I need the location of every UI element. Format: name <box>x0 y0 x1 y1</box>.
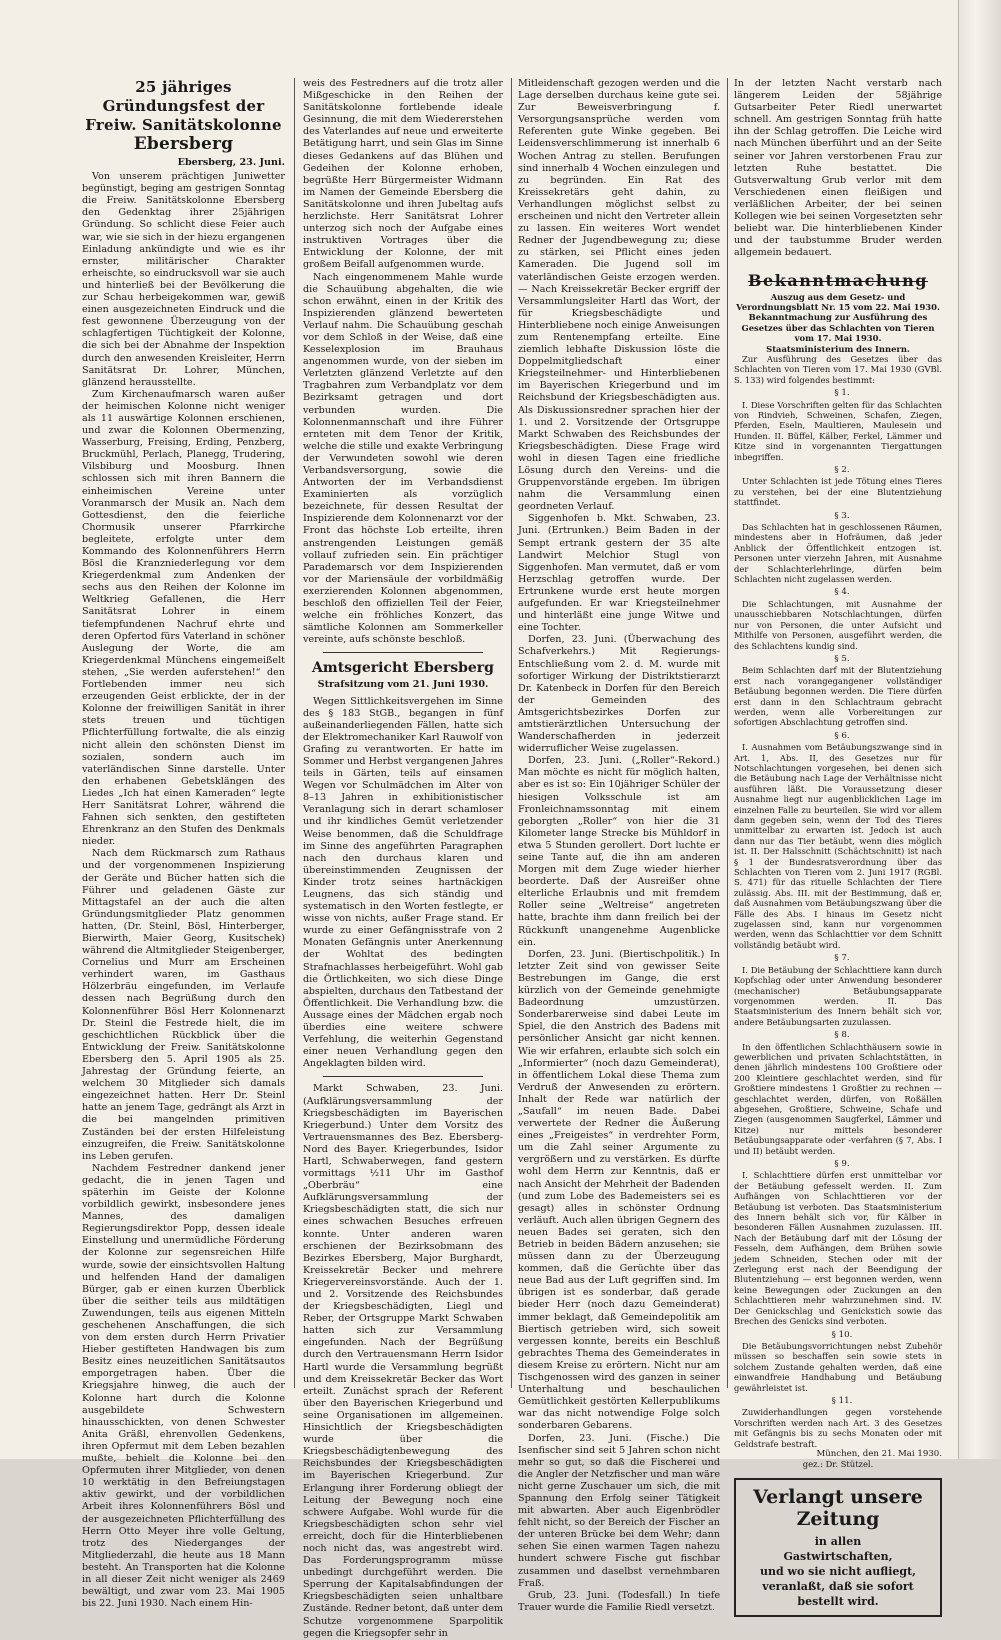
headline-line: Ebersberg <box>133 134 234 154</box>
article-paragraph: Grub, 23. Juni. (Todesfall.) In tiefe Trauer wurde die Familie Riedl versetzt. <box>518 1589 720 1613</box>
ad-line: und wo sie nicht aufliegt, <box>759 1564 917 1578</box>
section-text: Beim Schlachten darf mit der Blutentziehung erst nach vorangegangener vollständiger Betäubung begonnen werden. Die Tiere dürfen erst dann in den Schlachtraum gebracht werden, wenn alle Vorbereitungen zur sofortigen Abschlachtung getroffen sind. <box>734 665 942 728</box>
signature-name: gez.: Dr. Stützel. <box>802 1459 874 1470</box>
article-paragraph: Nach dem Rückmarsch zum Rathaus und der vorgenommenen Inspizierung der Geräte und Bücher hatten sich die Führer und geladenen Gäste zur Mittagstafel an der auch die alten Gründungsmitglieder Platz genommen hatten, (Dr. Steinl, Bösl, Hinterberger, Bierwirth, Maier Georg, Kusitschek) während die Altmitglieder Steigenberger, Cornelius und Murr am Erscheinen verhindert waren, im Gasthaus Hölzerbräu eingefunden, im Verlaufe dessen nach Begrüßung durch den Kolonnenführer Bösl Herr Kolonnenarzt Dr. Steinl die Festrede hielt, die im geschichtlichen Rückblick über die Entwicklung der Freiw. Sanitätskolonne Ebersberg den 5. April 1905 als 25. Jahrestag der Gründung feierte, an welchem 30 Mitglieder sich damals eingezeichnet hatten. Herr Dr. Steinl hatte an jenem Tage, gedrängt als Arzt in die bei mangelnden primitiven Zuständen bei der ersten Hilfeleistung einzugreifen, die Freiw. Sanitätskolonne ins Leben gerufen. <box>82 848 285 1162</box>
headline-line: Freiw. Sanitätskolonne <box>85 116 282 134</box>
announcement-subtitle: Bekanntmachung zur Ausführung des Gesetzes über das Schlachten von Tieren vom 17. Mai 1930. <box>741 312 935 344</box>
announcement-body <box>734 292 942 1470</box>
section-text: I. Diese Vorschriften gelten für das Schlachten von Rindvieh, Schweinen, Schafen, Ziegen, Pferden, Eseln, Maultieren, Maulesein und Hunden. II. Büffel, Kälber, Ferkel, Lämmer und Kitze sind in vorgenannten Tiergattungen inbegriffen. <box>734 399 942 462</box>
article-paragraph: Markt Schwaben, 23. Juni. (Aufklärungsversammlung der Kriegsbeschädigten im Bayerischen Kriegerbund.) Unter dem Vorsitz des Vertrauensmannes des Bez. Ebersberg-Nord des Bayer. Kriegerbundes, Isidor Hartl, Schwaberwegen, fand gestern vormittags ½11 Uhr im Gasthof „Oberbräu“ eine Aufklärungsversammlung der Kriegsbeschädigten statt, die sich nur eines schwachen Besuches erfreuen konnte. Unter anderen waren erschienen der Bezirksobmann des Bezirkes Ebersberg, Major Burghardt, Kreissekretär Becker und mehrere Kriegervereinsvorstände. Auch der 1. und 2. Vorsitzende des Reichsbundes der Kriegsbeschädigten, Liegl und Reber, der Ortsgruppe Markt Schwaben hatten sich zur Versammlung eingefunden. Nach der Begrüßung durch den Vertrauensmann Herrn Isidor Hartl wurde die Versammlung begrüßt und dem Kreissekretär Becker das Wort erteilt. Zunächst sprach der Referent über den Bayerischen Kriegerbund und seine Organisationen im allgemeinen. Hinsichtlich der Kriegsbeschädigten wurde über die Kriegsbeschädigtenbewegung des Reichsbundes der Kriegsbeschädigten im Bayerischen Kriegerbund. Zur Erlangung ihrer Forderung obliegt der Leitung der Bewegung noch eine schwere Aufgabe. Wohl wurde für die Kriegsbeschädigten schon sehr viel erreicht, doch für die Hinterbliebenen noch nicht das, was angestrebt wird. Das Forderungsprogramm müsse unbedingt durchgeführt werden. Die Sperrung der Kapitalsabfindungen der Kriegsbeschädigten seien unhaltbare Zustände. Redner betont, daß unter dem Schutze vorgenommene Sparpolitik gegen die Kriegsopfer sehr in <box>303 1083 503 1639</box>
section-number: § 7. <box>834 953 850 964</box>
section-text: Unter Schlachten ist jede Tötung eines Tieres zu verstehen, bei der eine Blutentziehung stattfindet. <box>734 476 942 508</box>
article-paragraph: Nachdem Festredner dankend jener gedacht, die in jenen Tagen und späterhin im Geiste der Kolonne vorbildlich gewirkt, insbesondere jenes Mannes, des damaligen Regierungsdirektor Popp, dessen ideale Einstellung und unermüdliche Förderung der Kolonne zur segensreichen Hilfe wurde, sowie der einsichtsvollen Haltung und helfenden Hand der damaligen Bürger, gab er einen kurzen Überblick über die seither teils aus mildtätigen Zuwendungen, teils aus eigenen Mitteln geschehenen Anschaffungen, die sich von dem ersten durch Herrn Privatier Hieber gestifteten Handwagen bis zum Besitz eines neuzeitlichen Sanitätsautos emporgetragen haben. Über die Kriegsjahre hinweg, die auch der Kolonne hart durch die Kolonne ausgebildete Schwestern hinausschickten, von denen Schwester Anita Gräßl, ehrenvollen Gedenkens, ihren Opfermut mit dem Leben bezahlen mußte, behielt die Kolonne bei den Opfermuten ihrer Mitglieder, von denen 10 werktätig in den Befreiungstagen aktiv gewirkt, und der vorbildlichen Arbeit ihres Kolonnenführers Bösl und der ausgezeichneten Pflichterfüllung des Herrn Otto Meyer ihre volle Geltung, trotz des Niederganges der Mitgliederzahl, die heute aus 18 Mann besteht. An Transporten hat die Kolonne in all dieser Zeit nicht weniger als 2469 bewältigt, und zwar vom 23. Mai 1905 bis 22. Juni 1930. Nach einem Hin- <box>82 1162 285 1610</box>
column-rule <box>727 78 728 1388</box>
ad-line: Gastwirtschaften, <box>783 1549 893 1563</box>
ad-line: veranlaßt, daß sie sofort bestellt wird. <box>762 1579 914 1608</box>
article-paragraph: In der letzten Nacht verstarb nach längerem Leiden der 58jährige Gutsarbeiter Peter Riedl unerwartet schnell. Am gestrigen Sonntag früh hatte ihn der Schlag getroffen. Die Leiche wird nach München überführt und an der Seite seiner vor Jahren verstorbenen Frau zur letzten Ruhe bestattet. Die Gutsverwaltung Grub verlor mit dem Verschiedenen einen fleißigen und verläßlichen Arbeiter, der bei seinen Kollegen wie bei seinen Vorgesetzten sehr beliebt war. Die hinterbliebenen Kinder und der taubstumme Bruder werden allgemein bedauert. <box>734 78 942 259</box>
column-4 <box>734 78 942 1608</box>
section-number: § 4. <box>834 587 850 598</box>
article-paragraph: weis des Festredners auf die trotz aller Mißgeschicke in den Reihen der Sanitätskolonne fortlebende ideale Gesinnung, die mit dem Wiedererstehen des Vaterlandes auf neue und erweiterte Betätigung harrt, und sein Glas im Sinne dieses Gedankens auf das Blühen und Gedeihen der Kolonne erhoben, begrüßte Herr Bürgermeister Widmann im Namen der Gemeinde Ebersberg die Sanitätskolonne und ihren Jubeltag aufs herzlichste. Herr Sanitätsrat Lohrer unterzog sich noch der Aufgabe eines instruktiven Vortrages über die Entwicklung der Kolonne, der mit großem Beifall aufgenommen wurde. <box>303 78 503 271</box>
section-text: Zuwiderhandlungen gegen vorstehende Vorschriften werden nach Art. 3 des Gesetzes mit Gefängnis bis zu sechs Monaten oder mit Geldstrafe bestraft. <box>734 1407 942 1449</box>
announcement-authority: Staatsministerium des Innern. <box>766 343 910 354</box>
adjacent-page-edge <box>958 0 1001 1459</box>
section-headline: Amtsgericht Ebersberg <box>312 660 494 677</box>
section-text: In den öffentlichen Schlachthäusern sowie in gewerblichen und privaten Schlachtstätten, in denen jährlich mindestens 100 Großtiere oder 200 Kleintiere geschlachtet werden, sind für Großtiere mindestens 1 Großtier zu rechnen — geschlachtet werden, dürfen, von Roßällen abgesehen, Großtiere, Schweine, Schafe und Ziegen (ausgenommen Saugferkel, Lämmer und Kitze) nur mittels besonderer Betäubungsapparate oder -verfahren (§ 7, Abs. I und II) betäubt werden. <box>734 1041 942 1156</box>
article-paragraph: Dorfen, 23. Juni. (Fische.) Die Isenfischer sind seit 5 Jahren schon nicht mehr so gut, so daß die Fischerei und die Angler der Netzfischer und man wäre nicht gerne Zuschauer um sich, die mit Spannung den Erfolg seiner Tätigkeit mit abwarten. Aber auch Eigenbrödler fehlt nicht, so der Bereich der Fischer an der unteren Brücke bei dem Wehr; dann sehen Sie einen warmen Tagen nahezu hundert schwere Fische gut fischbar zusammen und daselbst vernehmbaren Fraß. <box>518 1432 720 1589</box>
section-text: I. Schlachttiere dürfen erst unmittelbar vor der Betäubung gefesselt werden. II. Zum Aufhängen von Schlachttieren vor der Betäubung ist verboten. Das Staatsministerium des Innern behält sich vor, für Kälber in besonderen Fällen Ausnahmen zuzulassen. III. Nach der Betäubung darf mit der Lösung der Fesseln, dem Aufhängen, dem Brühen sowie jedem Schneiden, Stechen oder mit der Zerlegung erst nach der Beendigung der Blutentziehung — erst begonnen werden, wenn keine Bewegungen oder Zuckungen an den Schlachttieren mehr wahrzunehmen sind. IV. Der Genickschlag und Genickstich sowie das Brechen des Genicks sind verboten. <box>734 1170 942 1327</box>
section-divider <box>323 652 483 653</box>
ad-headline: Verlangt unsere Zeitung <box>753 1485 923 1530</box>
article-paragraph: Wegen Sittlichkeitsvergehen im Sinne des § 183 StGB., begangen in fünf außeinanderliegenden Fällen, hatte sich der Elektromechaniker Karl Rauwolf von Grafing zu verantworten. Er hatte im Sommer und Herbst vergangenen Jahres teils in Gärten, teils auf einsamen Wegen vor Schulmädchen im Alter von 8–13 Jahren in exhibitionistischer Veranlagung sich in derart schamloser und ihr kindliches Gemüt verletzender Weise benommen, daß die Schuldfrage im Sinne des angeführten Paragraphen nach den durchaus klaren und übereinstimmenden Zeugnissen der Kinder trotz seines hartnäckigen Leugnens, das sich ständig und systematisch in den Worten festlegte, er wisse von nichts, außer Frage stand. Er wurde zu einer Gefängnisstrafe von 2 Monaten Gefängnis unter Anerkennung der Wohltat des bedingten Strafnachlasses herbeigeführt. Wohl gab die Örtlichkeiten, wo sich diese Dinge abspielten, durchaus den Tatbestand der Öffentlichkeit. Die Verhandlung bzw. die Aussage eines der Mädchen ergab noch überdies eine weitere schwere Verfehlung, die weiterhin Gegenstand einer neuen Verhandlung gegen den Angeklagten bilden wird. <box>303 695 503 1070</box>
subscription-ad <box>734 1478 942 1617</box>
column-2 <box>303 78 503 1639</box>
page-body <box>82 78 944 1639</box>
section-divider <box>323 1076 483 1077</box>
section-subheadline: Strafsitzung vom 21. Juni 1930. <box>317 679 489 691</box>
section-number: § 1. <box>834 388 850 399</box>
column-3 <box>518 78 720 1613</box>
section-text: Die Schlachtungen, mit Ausnahme der unausschiebbaren Notschlachtungen, dürfen nur von Personen, die unter Aufsicht und Mithilfe von Personen, ausgeführt werden, die des Schlachtens kundig sind. <box>734 598 942 651</box>
announcement-subtitle: Auszug aus dem Gesetz- und Verordnungsblatt Nr. 15 vom 22. Mai 1930. <box>736 291 940 312</box>
article-paragraph: Dorfen, 23. Juni. (Überwachung des Schafverkehrs.) Mit Regierungs-Entschließung vom 2. d. M. wurde mit sofortiger Wirkung der Distriktstierarzt Dr. Katenbeck in Dorfen für den Bereich der Gemeinden des Amtsgerichtsbezirkes Dorfen zur amtstierärztlichen Untersuchung der Wanderschafherden in jederzeit widerruflicher Weise zugelassen. <box>518 634 720 755</box>
section-number: § 10. <box>831 1329 853 1340</box>
section-number: § 6. <box>834 730 850 741</box>
announcement-title: Bekanntmachung <box>748 271 928 291</box>
section-number: § 2. <box>834 465 850 475</box>
section-text: I. Die Betäubung der Schlachttiere kann durch Kopfschlag oder unter Anwendung besonderer (mechanischer) Betäubungsapparate vorgenommen werden. II. Das Staatsministerium des Innern behält sich vor, andere Betäubungsarten zuzulassen. <box>734 964 942 1027</box>
article-paragraph: Dorfen, 23. Juni. („Roller“-Rekord.) Man möchte es nicht für möglich halten, aber es ist so: Ein 10jähriger Schüler der hiesigen Volksschule ist am Fronleichnamssonntag mit einem geborgten „Roller“ von hier die 31 Kilometer lange Strecke bis Mühldorf in etwa 5 Stunden gerollert. Dort luchte er seine Tante auf, die ihn am anderen Morgen mit dem Zuge wieder hierher beorderte. Daß der Ausreißer ohne elterliche Erlaubnis und mit fremdem Roller seine „Weltreise“ angetreten hatte, brachte ihm dann freilich bei der Rückkunft unangenehme Augenblicke ein. <box>518 755 720 948</box>
article-paragraph: Siggenhofen b. Mkt. Schwaben, 23. Juni. (Ertrunken.) Beim Baden in der Sempt ertrank gestern der 35 alte Landwirt Melchior Stugl von Siggenhofen. Man vermutet, daß er vom Herzschlag getroffen wurde. Der Ertrunkene wurde erst heute morgen aufgefunden. Er war Kriegsteilnehmer und hinterläßt eine junge Witwe und eine Tochter. <box>518 513 720 634</box>
article-paragraph: Mitleidenschaft gezogen werden und die Lage derselben durchaus keine gute sei. Zur Beweisverbringung f. Versorgungsansprüche werden vom Referenten gute Winke gegeben. Bei Leidensverschlimmerung ist innerhalb 6 Wochen Antrag zu stellen. Berufungen sind innerhalb 4 Wochen einzulegen und zu begründen. Ein Rat des Kreissekretärs geht dahin, zu Verhandlungen möglichst selbst zu erscheinen und nicht den Vertreter allein zu lassen. Ein weiteres Wort wendet Redner der Jugendbewegung zu; diese zu stärken, sei Pflicht eines jeden Kameraden. Die Jugend soll im vaterländischen Geiste erzogen werden. — Nach Kreissekretär Becker ergriff der Versammlungsleiter Hartl das Wort, der für Kriegsbeschädigte und Hinterbliebene noch einige Anweisungen zum Rentenempfang erteilte. Eine ziemlich lebhafte Diskussion löste die Doppelmitgliedschaft einer Kriegsteilnehmer- und Hinterbliebenen im Bayerischen Kriegerbund und im Reichsbund der Kriegsbeschädigten aus. Als Diskussionsredner sprachen hier der 1. und 2. Vorsitzende der Ortsgruppe Markt Schwaben des Reichsbundes der Kriegsbeschädigten. Diese Frage wird wohl in diesen Tagen eine friedliche Lösung durch den Vereins- und die Gruppenvorstände ergeben. Im übrigen nahm die Versammlung einen geordneten Verlauf. <box>518 78 720 513</box>
section-text: Das Schlachten hat in geschlossenen Räumen, mindestens aber in Hofräumen, daß jeder Anblick der Öffentlichkeit entzogen ist. Personen unter vierzehn Jahren, mit Ausnahme der Schlachterlehrlinge, dürfen beim Schlachten nicht zugelassen werden. <box>734 522 942 585</box>
section-number: § 5. <box>834 653 850 664</box>
section-number: § 3. <box>834 510 850 521</box>
announcement-intro: Zur Ausführung des Gesetzes über das Schlachten von Tieren vom 17. Mai 1930 (GVBl. S. 133) wird folgendes bestimmt: <box>734 353 942 385</box>
article-paragraph: Von unserem prächtigen Juniwetter begünstigt, beging am gestrigen Sonntag die Freiw. Sanitätskolonne Ebersberg den Gedenktag ihrer 25jährigen Gründung. So schlicht diese Feier auch war, wie sie sich in der hiezu ergangenen Einladung ankündigte und wie es ihr ernster, militärischer Charakter erheischte, so eindrucksvoll war sie auch und hinterließ bei der Bevölkerung die zur Schau herbeigekommen war, gewiß einen ausgezeichneten Eindruck und die fest gewonnene Überzeugung von der schlagfertigen Tüchtigkeit der Kolonne, die sich bei der Abnahme der Inspektion durch den anwesenden Kreisleiter, Herrn Sanitätsrat Dr. Lohrer, München, glänzend herausstellte. <box>82 171 285 388</box>
ad-line: in allen <box>814 1534 862 1548</box>
article-paragraph: Dorfen, 23. Juni. (Biertischpolitik.) In letzter Zeit sind von gewisser Seite Bestrebungen im Gange, die erst kürzlich von der Gemeinde genehmigte Badeordnung umzustürzen. Sonderbarerweise sind dabei Leute im Spiel, die den Anstrich des Badens mit persönlicher Ansicht gar nicht kennen. Wie wir erfahren, erlaubte sich solch ein „Informierter“ (noch dazu Gemeinderat), in öffentlichem Lokal diese Thema zum Verdruß der Anwesenden zu erörtern. Inhalt der Rede war natürlich der „Saufall“ im neuen Bade. Dabei verwertete der Redner die Äußerung eines „Freigeistes“ in verdrehter Form, um die Zahl seiner Argumente zu vergrößern und zu verstärken. Es dürfte wohl dem Herrn zur Kenntnis, daß er nach Ansicht der Mehrheit der Badenden (und zum Lobe des Bademeisters sei es gesagt) alles in schönster Ordnung verläuft. Auch allen übrigen Gegnern des neuen Bades sei geraten, sich den Betrieb in beiden Bädern anzusehen; sie müssen dann zu der Überzeugung kommen, daß die Gerüchte über das neue Bad aus der Luft gegriffen sind. Im übrigen ist es sonderbar, daß gerade bieder Herr (noch dazu Gemeinderat) immer beklagt, daß Gemeindepolitik am Biertisch getrieben wird, sich soweit vergessen konnte, bereits ein Beschluß gebrachtes Thema des Gemeinderates in diesem Kreise zu erörtern. Nicht nur am Tischgenossen wird des ganzen in seiner Unterhaltung und beschaulichen Gemütlichkeit gestörten Kellerpublikums war das nicht notwendige Folge solch sonderbaren Gebarens. <box>518 948 720 1432</box>
dateline: Ebersberg, 23. Juni. <box>177 157 285 168</box>
section-number: § 8. <box>834 1030 850 1041</box>
column-rule <box>511 78 512 1388</box>
section-text: Die Betäubungsvorrichtungen nebst Zubehör müssen so beschaffen sein sowie stets in solchem Zustande gehalten werden, daß eine einwandfreie Handhabung und Betäubung gewährleistet ist. <box>734 1340 942 1393</box>
column-1 <box>82 78 285 1610</box>
article-headline <box>82 78 285 154</box>
signature-place-date: München, den 21. Mai 1930. <box>816 1448 942 1459</box>
headline-line: 25 jähriges Gründungsfest der <box>102 78 265 115</box>
section-number: § 9. <box>834 1159 850 1169</box>
column-rule <box>294 78 295 1388</box>
article-paragraph: Nach eingenommenem Mahle wurde die Schauübung abgehalten, die wie schon erwähnt, einen in der Kritik des Inspizierenden glänzend bewerteten Verlauf nahm. Die Schauübung geschah vor dem Schloß in der Weise, daß eine Kesselexplosion im Brauhaus angenommen wurde, von der sieben im Verletzten glänzend Verletzte auf den Tragbahren zum Verbandplatz vor dem Bezirksamt getragen und dort verbunden wurden. Die Kolonnenmannschaft und ihre Führer ernteten mit dem Tenor der Kritik, welche die stille und exakte Verbringung der Verwundeten sowohl wie deren Verbandsversorgung, sowie die Antworten der im Verbandsdienst Examinierten als vorzüglich bezeichnete, für dessen Resultat der Inspizierende dem Kolonnenarzt vor der Front das höchste Lob erteilte, ihren anstrengenden Leistungen gemäß vollauf zufrieden sein. Ein prächtiger Parademarsch vor dem Inspizierenden vor der Mariensäule der vorbildmäßig exerzierenden Kolonnen abgenommen, beschloß den offiziellen Teil der Feier, welche ein fröhliches Konzert, das sämtliche Kolonnen am Sommerkeller vereinte, aufs schönste beschloß. <box>303 271 503 646</box>
section-text: I. Ausnahmen vom Betäubungszwange sind in Art. 1, Abs. II, des Gesetzes nur für Notschlachtungen vorgesehen, bei denen sich die Betäubung nach Lage der Verhältnisse nicht ausführen läßt. Die Voraussetzung dieser Ausnahme liegt nur augenblicklichen Lage im einzelnen Falle zu beurteilen. Sie wird vor allem dann gegeben sein, wenn der Tod des Tieres unmittelbar zu erwarten ist. Jedoch ist auch dann nur das Tier betäubt, wenn dies möglich ist. II. Der Halsschnitt (Schächtschnitt) ist nach § 1 der Bundesratsverordnung über das Schlachten von Tieren vom 2. Juni 1917 (RGBl. S. 471) für das rituelle Schlachten der Tiere zulässig. Abs. III. mit der Bestimmung, daß er, daß Ausnahmen vom Betäubungszwang über die Fälle des Abs. I hinaus im Gesetz nicht zugelassen sind, kann nur vorgenommen werden, wenn das Schlachttier vor dem Schnitt vollständig betäubt wird. <box>734 742 942 950</box>
article-paragraph: Zum Kirchenaufmarsch waren außer der heimischen Kolonne nicht weniger als 11 auswärtige Kolonnen erschienen, und zwar die Kolonnen Obermenzing, Wasserburg, Freising, Erding, Penzberg, Bruckmühl, Perlach, Planegg, Trudering, Vilsbiburg und Moosburg. Ihnen schlossen sich mit ihren Bannern die einheimischen Vereine unter Voranmarsch der Musik an. Nach dem Gottesdienst, den die feierliche Chormusik unserer Pfarrkirche begleitete, erfolgte unter dem Kommando des Kolonnenführers Herrn Bösl die Kranzniederlegung vor dem Kriegerdenkmal zum Andenken der sechs aus den Reihen der Kolonne im Weltkrieg Gefallenen, die Herr Sanitätsrat Lohrer in einem tiefempfundenen Nachruf ehrte und deren Opfertod fürs Vaterland in schöner Auslegung der Worte, die am Kriegerdenkmal Münchens eingemeißelt stehen, „Sie werden auferstehen!“ den Fortlebenden immer neu sich erzeugenden Geist erblickte, der in der Kolonne der freiwilligen Sanität in ihrer stets treuen und tüchtigen Pflichterfüllung fortwalte, die als einzig nicht allein den schönsten Dienst im sozialen, sondern auch im vaterländischen Sinne darstelle. Unter den erhabenen Gebetsklängen des Liedes „Ich hat einen Kameraden“ legte Herr Sanitätsrat Lohrer, während die Fahnen sich senkten, den gestifteten Ehrenkranz an den Stufen des Denkmals nieder. <box>82 388 285 848</box>
section-number: § 11. <box>831 1395 853 1406</box>
